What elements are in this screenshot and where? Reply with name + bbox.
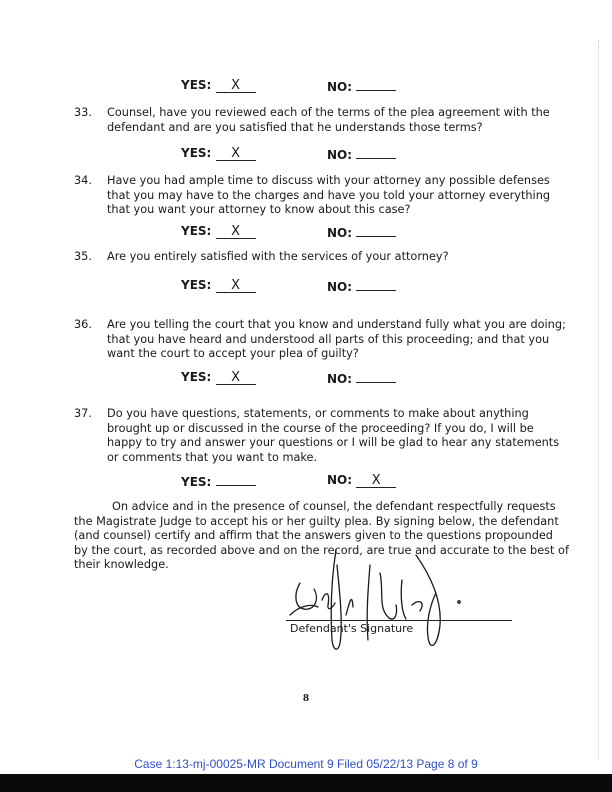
yes-blank: X — [216, 80, 256, 93]
no-label: NO: — [327, 80, 353, 94]
signature-label: Defendant's Signature — [290, 622, 414, 635]
case-footer: Case 1:13-mj-00025-MR Document 9 Filed 05/22/13 Page 8 of 9 — [134, 757, 478, 771]
answer-row-37 — [181, 473, 256, 489]
yes-label: YES: — [181, 146, 212, 160]
question-text: Do you have questions, statements, or comments to make about anything brought up or discussed in the course of the proceeding? If you do, I will be happy to try and answer your questions or I will be glad to hear any statements or comments that you want to make. — [107, 407, 560, 464]
no-label: NO: — [327, 473, 353, 487]
yes-blank: X — [216, 148, 256, 161]
no-answer-row-33 — [327, 146, 396, 162]
question-text: Counsel, have you reviewed each of the terms of the plea agreement with the defendant and are you satisfied that he understands those terms? — [107, 106, 550, 134]
no-label: NO: — [327, 226, 353, 240]
no-answer-row-37 — [327, 473, 396, 488]
no-label: NO: — [327, 148, 353, 162]
yes-blank — [216, 473, 256, 486]
no-label: NO: — [327, 280, 353, 294]
yes-label: YES: — [181, 475, 212, 489]
yes-blank: X — [216, 372, 256, 385]
scan-bottom-bar — [0, 774, 612, 792]
closing-paragraph: On advice and in the presence of counsel, the defendant respectfully requests the Magistrate Judge to accept his or her guilty plea. By signing below, the defendant (and counsel) certify and affirm that the answers given to the questions propounded by the court, as recorded above and on the record, are true and accurate to the best of their knowledge. — [74, 500, 569, 571]
no-blank — [356, 224, 396, 237]
question-number: 34. — [74, 174, 92, 187]
no-answer-row-32 — [327, 78, 396, 94]
question-number: 33. — [74, 106, 92, 119]
handwritten-signature — [280, 545, 480, 660]
no-answer-row-34 — [327, 224, 396, 240]
yes-label: YES: — [181, 278, 212, 292]
answer-row-32 — [181, 78, 256, 93]
answer-row-33 — [181, 146, 256, 161]
yes-label: YES: — [181, 78, 212, 92]
question-text: Have you had ample time to discuss with your attorney any possible defenses that you may have to the charges and have you told your attorney everything that you want your attorney to know about this case? — [107, 174, 551, 216]
question-number: 37. — [74, 407, 92, 420]
no-blank — [356, 146, 396, 159]
yes-blank: X — [216, 226, 256, 239]
signature-line — [286, 620, 512, 621]
question-number: 35. — [74, 250, 92, 263]
yes-label: YES: — [181, 224, 212, 238]
question-text: Are you entirely satisfied with the services of your attorney? — [107, 250, 449, 263]
no-answer-row-35 — [327, 278, 396, 294]
answer-row-36 — [181, 370, 256, 385]
scan-edge-line — [598, 40, 599, 760]
yes-blank: X — [216, 280, 256, 293]
question-text: Are you telling the court that you know and understand fully what you are doing; that you have heard and understood all parts of this proceeding; and that you want the court to accept your plea of guilty? — [107, 318, 566, 360]
question-number: 36. — [74, 318, 92, 331]
answer-row-35 — [181, 278, 256, 293]
no-blank: X — [356, 475, 396, 488]
no-label: NO: — [327, 372, 353, 386]
yes-label: YES: — [181, 370, 212, 384]
no-answer-row-36 — [327, 370, 396, 386]
no-blank — [356, 370, 396, 383]
no-blank — [356, 78, 396, 91]
no-blank — [356, 278, 396, 291]
page-number: 8 — [302, 694, 310, 704]
answer-row-34 — [181, 224, 256, 239]
